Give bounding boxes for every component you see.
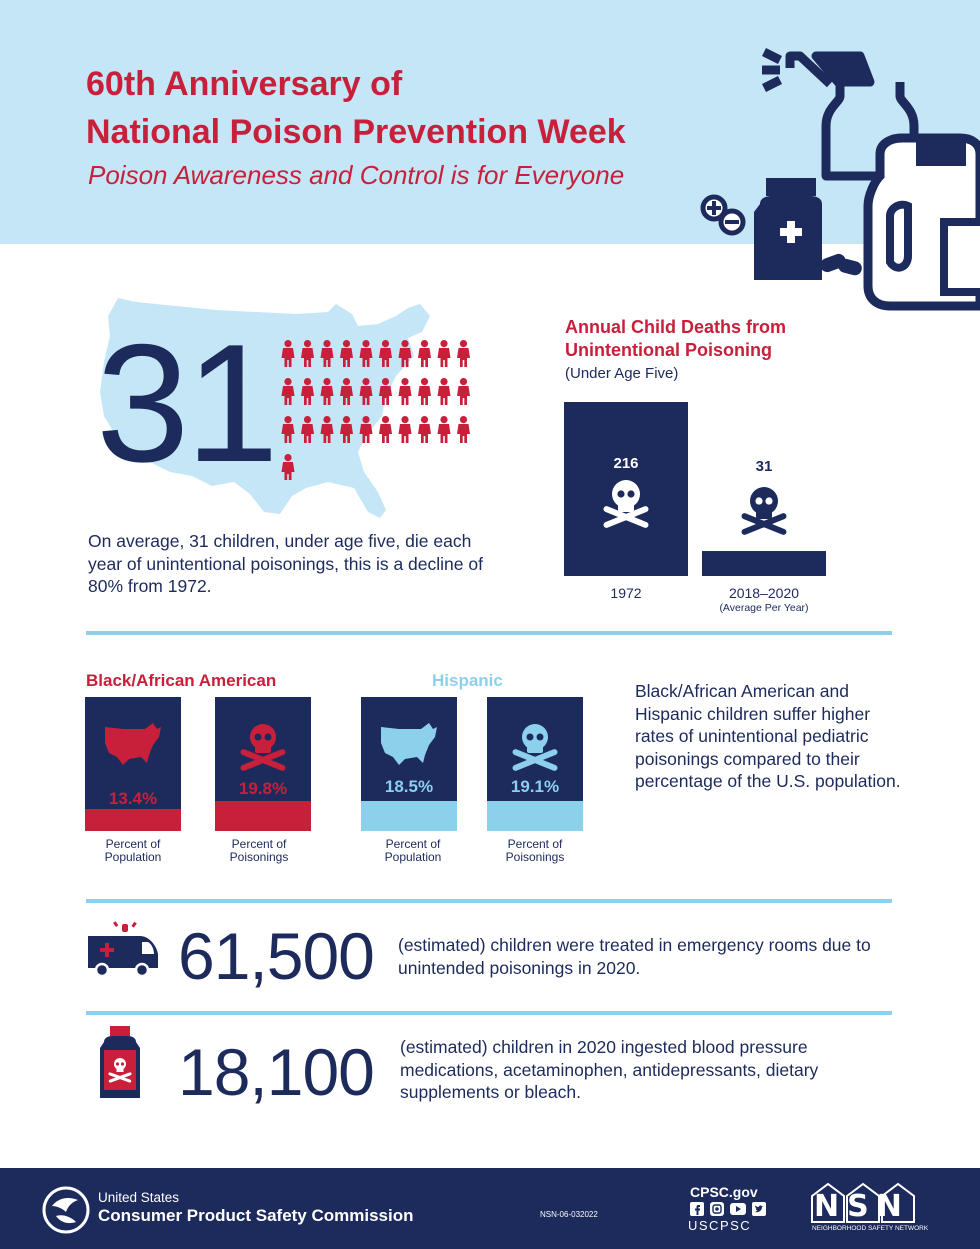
social-handle: USCPSC (688, 1218, 752, 1233)
child-figure (301, 378, 314, 405)
child-figure (321, 378, 334, 405)
caption-line-1: Percent of (105, 837, 161, 851)
child-figure (399, 340, 412, 367)
instagram-icon[interactable] (710, 1202, 724, 1216)
skull-crossbones-icon (505, 719, 565, 775)
black-population-bar (85, 809, 181, 831)
chart-subtitle: (Under Age Five) (565, 365, 679, 382)
hispanic-population-bar (361, 801, 457, 831)
child-figure (301, 416, 314, 443)
hispanic-poisonings-percent: 19.1% (510, 777, 560, 796)
nsn-subtitle: NEIGHBORHOOD SAFETY NETWORK (812, 1225, 929, 1232)
detergent-jug-icon (868, 136, 980, 306)
hispanic-poisonings-bar (487, 801, 583, 831)
facebook-icon[interactable] (690, 1202, 704, 1216)
chart-category-label-0: 1972 (610, 585, 642, 601)
child-figure (399, 378, 412, 405)
deaths-description: On average, 31 children, under age five, die each year of unintentional poisonings, this is a decline of 80% from 1972. (88, 531, 483, 596)
hispanic-population-card (361, 697, 457, 831)
black-population-percent: 13.4% (108, 789, 158, 808)
hispanic-population-percent: 18.5% (384, 777, 434, 796)
child-figure (438, 340, 451, 367)
child-figure (301, 340, 314, 367)
child-figure (457, 378, 470, 405)
caption-line-1: Percent of (385, 837, 441, 851)
skull-crossbones-icon (741, 487, 788, 536)
hispanic-group-title: Hispanic (432, 671, 503, 690)
child-figure (457, 416, 470, 443)
skull-crossbones-icon (233, 719, 293, 775)
child-figure (340, 378, 353, 405)
child-figure (360, 340, 373, 367)
poison-bottle-icon (98, 1024, 142, 1100)
child-figure (379, 378, 392, 405)
nsn-letters: NSN (814, 1189, 910, 1224)
twitter-icon[interactable] (752, 1202, 766, 1216)
chart-category-label-1: 2018–2020 (728, 585, 800, 601)
black-group-title: Black/African American (86, 671, 277, 690)
caption-line-2: Population (384, 850, 442, 864)
child-figure (360, 378, 373, 405)
child-figure (418, 378, 431, 405)
chart-title: Annual Child Deaths from Unintentional Poisoning (565, 317, 787, 360)
child-figure (438, 378, 451, 405)
medicine-bottle-icon (754, 178, 822, 280)
child-figure (360, 416, 373, 443)
agency-name-line-1: United States (98, 1190, 180, 1205)
cpsc-seal-logo (42, 1186, 90, 1234)
chart-data-label-0: 216 (613, 455, 639, 472)
child-figure (399, 416, 412, 443)
child-figure (321, 340, 334, 367)
section-divider-2 (86, 899, 892, 903)
child-figure (282, 340, 295, 367)
annual-deaths-bar-chart (550, 390, 850, 620)
black-poisonings-bar (215, 801, 311, 831)
us-map-icon (103, 719, 163, 769)
child-figure (457, 340, 470, 367)
er-visits-description: (estimated) children were treated in emergency rooms due to unintended poisonings in 2020. (398, 935, 871, 978)
child-figure (282, 454, 295, 480)
child-figure (282, 416, 295, 443)
pills-icon (703, 197, 743, 233)
chart-category-note-1: (Average Per Year) (719, 602, 809, 614)
disparity-summary: Black/African American and Hispanic children suffer higher rates of unintentional pediatric poisonings compared to their percentage of the U.S. population. (635, 681, 901, 791)
page-subtitle: Poison Awareness and Control is for Everyone (88, 160, 625, 190)
ambulance-icon (86, 918, 160, 978)
child-figure (418, 416, 431, 443)
child-figure (340, 416, 353, 443)
website-link[interactable]: CPSC.gov (690, 1184, 758, 1200)
child-figure (340, 340, 353, 367)
page-title-line-1: 60th Anniversary of (86, 65, 403, 103)
child-figure (438, 416, 451, 443)
black-population-card (85, 697, 181, 831)
caption-line-1: Percent of (507, 837, 563, 851)
caption-line-1: Percent of (231, 837, 287, 851)
hispanic-poisonings-card (487, 697, 583, 831)
page-title-line-2: National Poison Prevention Week (86, 113, 626, 151)
document-code: NSN-06-032022 (540, 1210, 598, 1219)
child-figure (282, 378, 295, 405)
household-products-illustration (690, 36, 980, 326)
medication-ingestion-number: 18,100 (178, 1035, 374, 1109)
child-figure (379, 340, 392, 367)
deaths-big-number: 31 (96, 309, 275, 497)
child-figure (418, 340, 431, 367)
black-poisonings-card (215, 697, 311, 831)
children-pictogram-grid (278, 340, 478, 480)
er-visits-number: 61,500 (178, 919, 374, 993)
child-figure (321, 416, 334, 443)
social-icons-row (690, 1202, 766, 1216)
hispanic-poisonings-caption (487, 838, 583, 864)
caption-line-2: Poisonings (229, 850, 289, 864)
black-poisonings-percent: 19.8% (238, 779, 288, 798)
chart-data-label-1: 31 (755, 458, 773, 476)
agency-name-line-2: Consumer Product Safety Commission (98, 1206, 414, 1225)
section-divider-3 (86, 1011, 892, 1015)
hispanic-population-caption (365, 838, 461, 864)
caption-line-2: Population (104, 850, 162, 864)
black-population-caption (85, 838, 181, 864)
medication-ingestion-description: (estimated) children in 2020 ingested blood pressure medications, acetaminophen, antidepressants, dietary supplements or bleach. (400, 1037, 819, 1102)
child-figure (379, 416, 392, 443)
capsules-icon (818, 252, 863, 277)
black-poisonings-caption (211, 838, 307, 864)
us-map-icon (379, 719, 439, 769)
chart-bar-1 (702, 551, 826, 576)
youtube-icon[interactable] (730, 1203, 746, 1215)
caption-line-2: Poisonings (505, 850, 565, 864)
section-divider-1 (86, 631, 892, 635)
